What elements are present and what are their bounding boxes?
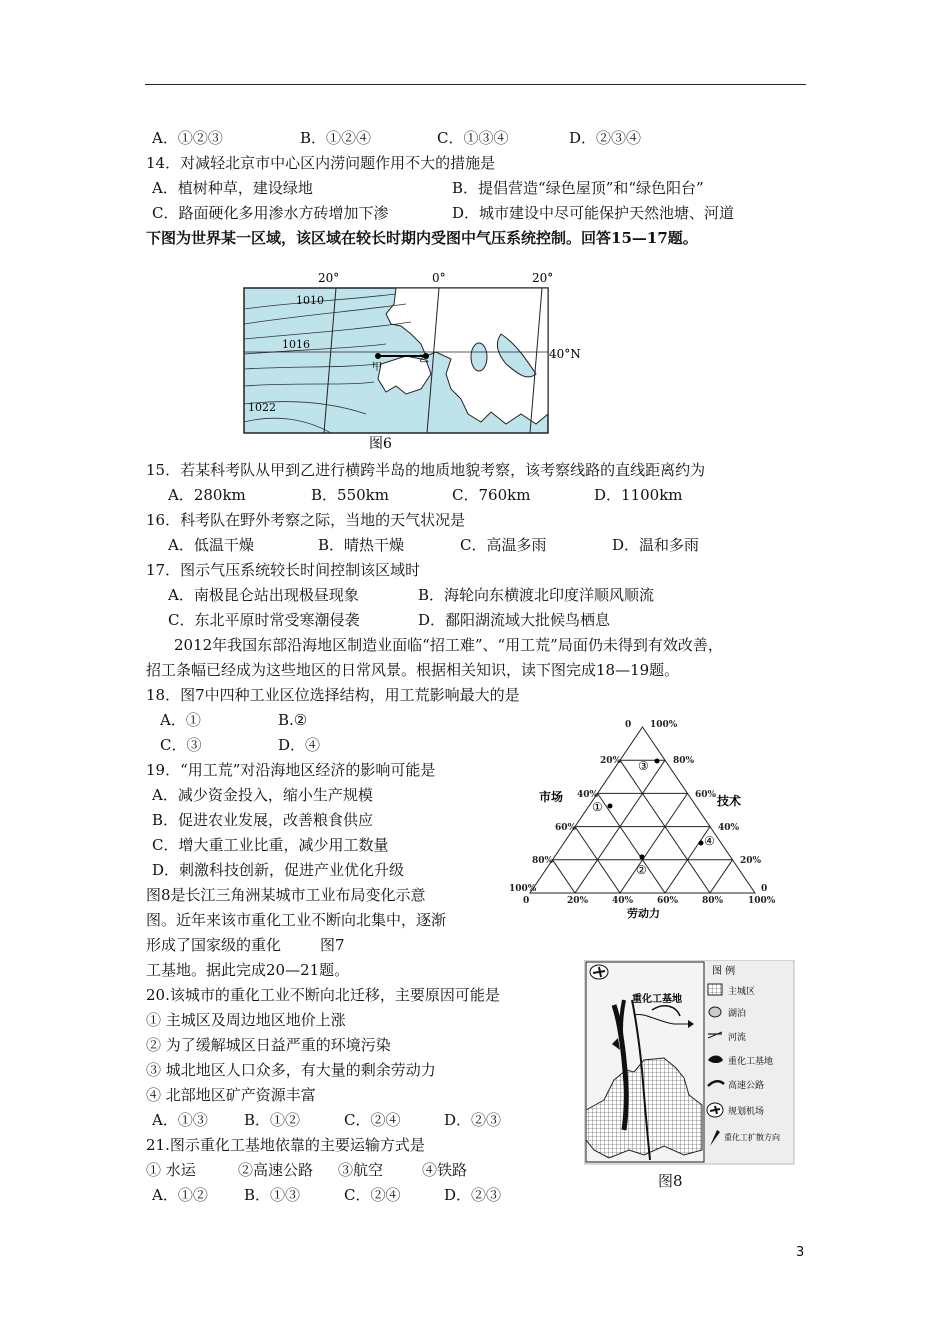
fig7-right-tick-80: 80% — [673, 756, 695, 766]
page-number: 3 — [796, 1245, 805, 1260]
fig7-right-tick-100: 100% — [650, 720, 678, 730]
q18-option-d: D．④ — [278, 736, 321, 754]
fig7-left-axis: 市场 — [539, 790, 564, 804]
q18-option-b: B.② — [278, 711, 308, 729]
fig7-left-tick-20: 20% — [600, 756, 622, 766]
fig6-lon-1: 20° — [318, 271, 340, 285]
q18-stem: 18．图7中四种工业区位选择结构，用工荒影响最大的是 — [146, 686, 520, 704]
fig7-right-tick-20: 20% — [740, 856, 762, 866]
fig8-legend-airport: 规划机场 — [728, 1107, 765, 1117]
q20-option-a: A．①③ — [152, 1111, 208, 1129]
q20-item-2: ② 为了缓解城区日益严重的环境污染 — [146, 1036, 391, 1054]
q16-option-c: C．高温多雨 — [460, 536, 547, 554]
q13-option-b: B．①②④ — [300, 129, 372, 147]
fig6-isobar-1010: 1010 — [296, 294, 324, 307]
intro-20-line1: 图8是长江三角洲某城市工业布局变化示意 — [146, 886, 426, 904]
q14-option-d: D．城市建设中尽可能保护天然池塘、河道 — [452, 204, 735, 222]
intro-20-line2: 图。近年来该市重化工业不断向北集中，逐渐 — [146, 911, 447, 929]
fig7-point-1: ① — [592, 800, 603, 814]
fig7-bottom-tick-60: 60% — [657, 896, 679, 906]
fig7-point-4: ④ — [704, 834, 715, 848]
intro-20-line3: 形成了国家级的重化 — [146, 936, 282, 954]
q17-option-d: D．鄱阳湖流域大批候鸟栖息 — [418, 611, 611, 629]
fig7-point-3: ③ — [638, 759, 649, 773]
fig7-bottom-tick-80: 80% — [702, 896, 724, 906]
q20-item-1: ① 主城区及周边地区地价上涨 — [146, 1011, 346, 1029]
fig7-point-2: ② — [636, 863, 647, 877]
q16-option-b: B．晴热干燥 — [318, 536, 405, 554]
q19-option-a: A．减少资金投入，缩小生产规模 — [152, 786, 373, 804]
q18-option-c: C．③ — [160, 736, 202, 754]
fig7-left-tick-100: 100% — [509, 884, 537, 894]
q21-option-d: D．②③ — [444, 1186, 502, 1204]
fig7-caption: 图7 — [320, 936, 345, 954]
q21-option-a: A．①② — [152, 1186, 208, 1204]
fig7-right-tick-40: 40% — [718, 823, 740, 833]
figure-7-triangle — [505, 715, 785, 920]
fig7-left-tick-60: 60% — [555, 823, 577, 833]
q16-option-a: A．低温干燥 — [168, 536, 254, 554]
q20-stem: 20.该城市的重化工业不断向北迁移，主要原因可能是 — [146, 986, 500, 1004]
q15-option-a: A．280km — [168, 486, 246, 504]
fig8-legend-urban: 主城区 — [728, 987, 756, 997]
q16-stem: 16．科考队在野外考察之际，当地的天气状况是 — [146, 511, 466, 529]
q14-option-c: C．路面硬化多用渗水方砖增加下渗 — [152, 204, 389, 222]
q15-option-d: D．1100km — [594, 486, 683, 504]
fig8-legend-river: 河流 — [728, 1033, 747, 1043]
q17-stem: 17．图示气压系统较长时间控制该区域时 — [146, 561, 421, 579]
q15-stem: 15．若某科考队从甲到乙进行横跨半岛的地质地貌考察，该考察线路的直线距离约为 — [146, 461, 706, 479]
q21-stem: 21.图示重化工基地依靠的主要运输方式是 — [146, 1136, 425, 1154]
q16-option-d: D．温和多雨 — [612, 536, 700, 554]
q19-option-b: B．促进农业发展，改善粮食供应 — [152, 811, 374, 829]
q14-option-a: A．植树种草，建设绿地 — [152, 179, 313, 197]
fig7-left-tick-80: 80% — [532, 856, 554, 866]
q17-option-a: A．南极昆仑站出现极昼现象 — [168, 586, 359, 604]
q20-item-4: ④ 北部地区矿产资源丰富 — [146, 1086, 316, 1104]
fig8-legend-base: 重化工基地 — [728, 1057, 774, 1067]
q20-option-c: C．②④ — [344, 1111, 401, 1129]
intro-15-17: 下图为世界某一区域，该区域在较长时期内受图中气压系统控制。回答15—17题。 — [146, 229, 698, 247]
q19-option-c: C．增大重工业比重，减少用工数量 — [152, 836, 389, 854]
q14-stem: 14．对减轻北京市中心区内涝问题作用不大的措施是 — [146, 154, 496, 172]
fig7-bottom-tick-20: 20% — [567, 896, 589, 906]
fig6-isobar-1016: 1016 — [282, 338, 310, 351]
fig6-place-yi: 乙 — [419, 354, 429, 365]
q13-option-d: D．②③④ — [569, 129, 642, 147]
q21-option-b: B．①③ — [244, 1186, 301, 1204]
fig7-top-tick: 0 — [625, 720, 632, 730]
fig6-lon-3: 20° — [532, 271, 554, 285]
fig8-legend-title: 图 例 — [712, 966, 736, 977]
fig8-legend-diffusion: 重化工扩散方向 — [724, 1133, 780, 1142]
q17-option-b: B．海轮向东横渡北印度洋顺风顺流 — [418, 586, 655, 604]
fig8-caption: 图8 — [658, 1172, 683, 1190]
fig7-right-tick-60: 60% — [695, 790, 717, 800]
intro-18-line1: 2012年我国东部沿海地区制造业面临“招工难”、“用工荒”局面仍未得到有效改善， — [174, 636, 723, 654]
q13-option-a: A．①②③ — [152, 129, 223, 147]
fig7-right-axis: 技术 — [717, 794, 742, 808]
fig7-bottom-tick-0: 0 — [523, 896, 530, 906]
figure-6-map — [236, 264, 596, 454]
fig6-lon-2: 0° — [432, 271, 446, 285]
fig6-caption: 图6 — [369, 436, 392, 452]
q21-item-2: ②高速公路 — [238, 1161, 314, 1179]
fig7-bottom-tick-40: 40% — [612, 896, 634, 906]
q15-option-b: B．550km — [311, 486, 389, 504]
fig6-lat: 40°N — [549, 347, 581, 361]
fig7-bottom-tick-100: 100% — [748, 896, 776, 906]
q20-item-3: ③ 城北地区人口众多，有大量的剩余劳动力 — [146, 1061, 436, 1079]
fig7-left-tick-40: 40% — [577, 790, 599, 800]
fig7-bottom-axis: 劳动力 — [627, 907, 660, 920]
q14-option-b: B．提倡营造“绿色屋顶”和“绿色阳台” — [452, 179, 704, 197]
q15-option-c: C．760km — [452, 486, 531, 504]
fig8-legend-lake: 湖泊 — [728, 1009, 747, 1019]
q20-option-b: B．①② — [244, 1111, 301, 1129]
fig6-isobar-1022: 1022 — [248, 401, 276, 414]
q18-option-a: A．① — [160, 711, 201, 729]
fig8-legend-highway: 高速公路 — [728, 1081, 765, 1091]
q21-item-3: ③航空 — [338, 1161, 384, 1179]
q19-option-d: D．刺激科技创新，促进产业优化升级 — [152, 861, 405, 879]
header-rule — [145, 84, 806, 85]
q19-stem: 19．“用工荒”对沿海地区经济的影响可能是 — [146, 761, 436, 779]
fig8-base-label: 重化工基地 — [632, 994, 682, 1005]
q21-option-c: C．②④ — [344, 1186, 401, 1204]
q20-option-d: D．②③ — [444, 1111, 502, 1129]
figure-8-map — [584, 960, 796, 1165]
intro-20-line4: 工基地。据此完成20—21题。 — [146, 961, 350, 979]
q21-item-4: ④铁路 — [422, 1161, 468, 1179]
intro-18-line2: 招工条幅已经成为这些地区的日常风景。根据相关知识，读下图完成18—19题。 — [146, 661, 680, 679]
q17-option-c: C．东北平原时常受寒潮侵袭 — [168, 611, 360, 629]
fig6-place-jia: 甲 — [372, 362, 382, 373]
q13-option-c: C．①③④ — [437, 129, 509, 147]
fig7-right-tick-0: 0 — [761, 884, 768, 894]
q21-item-1: ① 水运 — [146, 1161, 196, 1179]
